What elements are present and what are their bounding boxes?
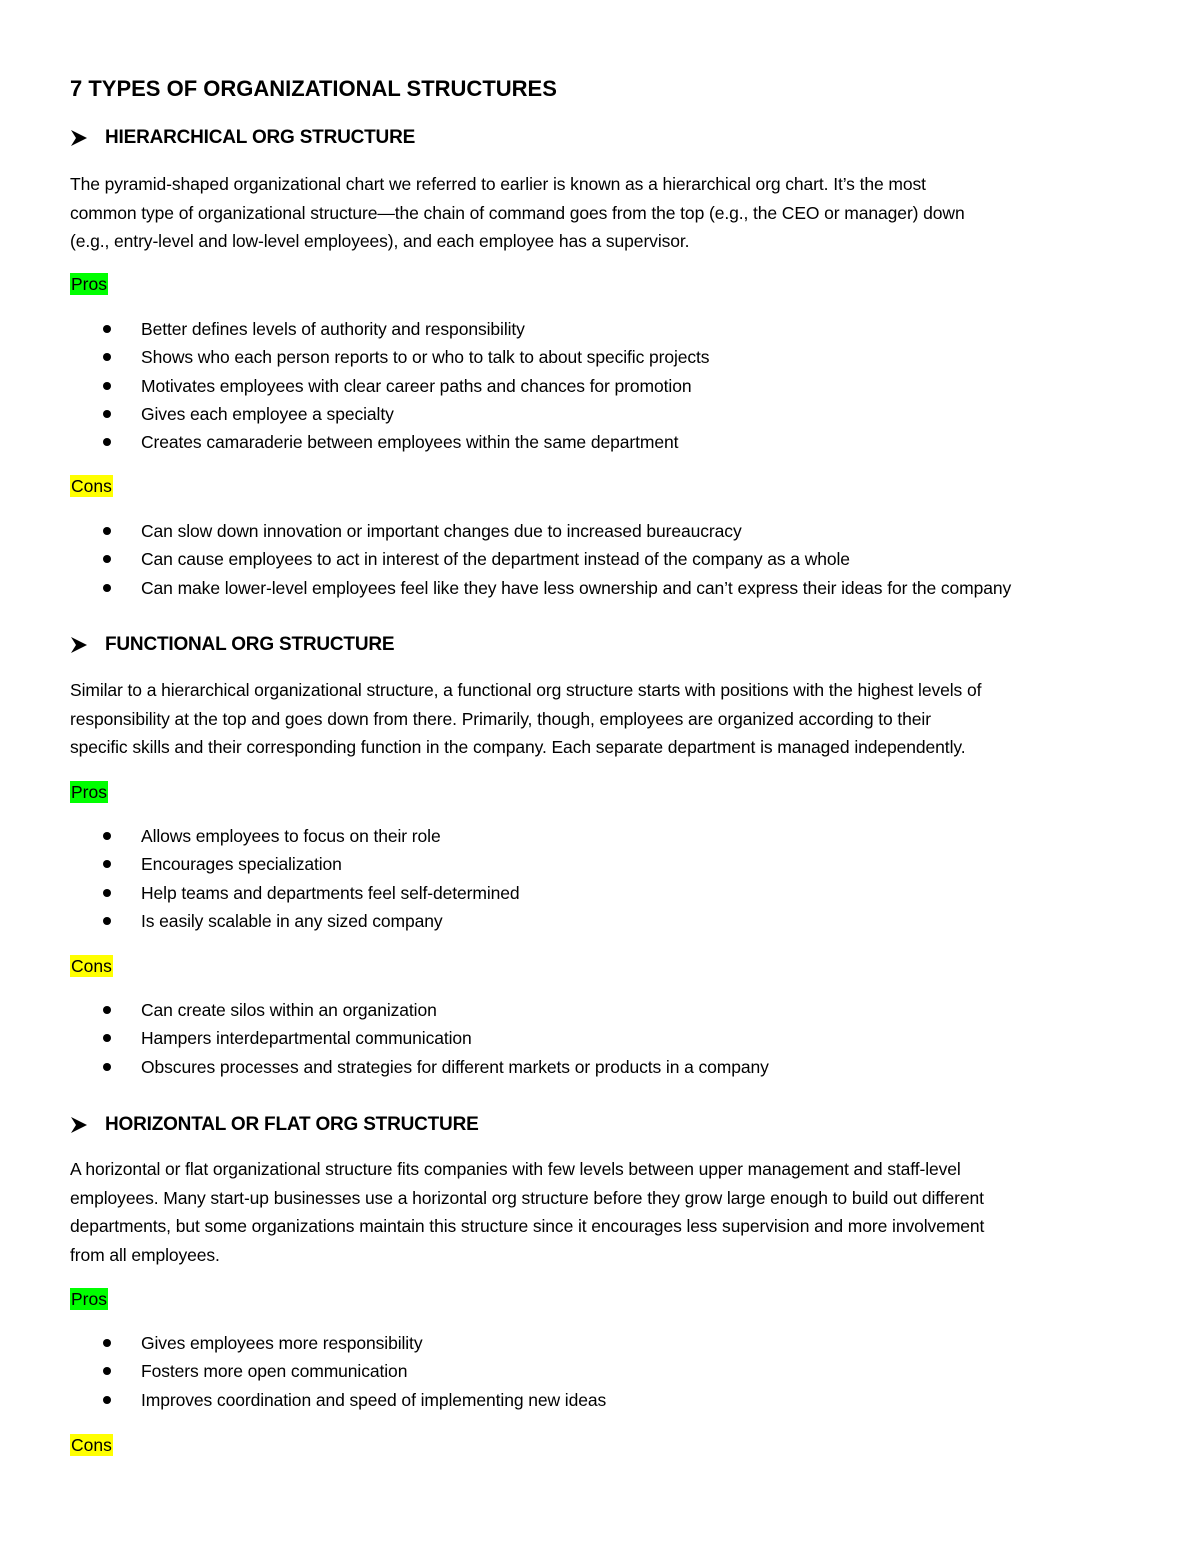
list-item-text: Fosters more open communication [141, 1361, 408, 1382]
cons-label: Cons [71, 1435, 112, 1455]
section-heading-text: HORIZONTAL OR FLAT ORG STRUCTURE [105, 1114, 479, 1135]
arrowhead-bullet-icon [70, 636, 88, 654]
section-heading-functional [70, 632, 394, 658]
round-bullet-icon [103, 1367, 111, 1375]
round-bullet-icon [103, 410, 111, 418]
paragraph-line: Similar to a hierarchical organizational structure, a functional org structure starts with positions with the highest levels of [70, 680, 982, 700]
cons-label: Cons [71, 956, 112, 976]
round-bullet-icon [103, 1396, 111, 1404]
list-item-text: Can slow down innovation or important changes due to increased bureaucracy [141, 521, 742, 541]
round-bullet-icon [103, 555, 111, 563]
paragraph-line: responsibility at the top and goes down from there. Primarily, though, employees are organized according to their [70, 708, 931, 729]
pros-label: Pros [71, 782, 107, 802]
list-item-text: Help teams and departments feel self-determined [141, 882, 520, 903]
list-item-text: Motivates employees with clear career paths and chances for promotion [141, 375, 692, 396]
list-item-text: Can cause employees to act in interest of the department instead of the company as a whole [141, 549, 850, 570]
round-bullet-icon [103, 1063, 111, 1071]
list-item-text: Improves coordination and speed of implementing new ideas [141, 1389, 607, 1410]
round-bullet-icon [103, 353, 111, 361]
list-item-text: Allows employees to focus on their role [141, 826, 441, 846]
paragraph-line: from all employees. [70, 1244, 220, 1265]
paragraph-line: The pyramid-shaped organizational chart we referred to earlier is known as a hierarchical org chart. It’s the most [70, 174, 926, 194]
round-bullet-icon [103, 382, 111, 390]
list-item-text: Can make lower-level employees feel like they have less ownership and can’t express their ideas for the company [141, 577, 1012, 598]
paragraph-line: common type of organizational structure—the chain of command goes from the top (e.g., the CEO or manager) down [70, 202, 965, 223]
paragraph-line: employees. Many start-up businesses use a horizontal org structure before they grow large enough to build out different [70, 1187, 984, 1208]
round-bullet-icon [103, 832, 111, 840]
round-bullet-icon [103, 889, 111, 897]
paragraph-line: (e.g., entry-level and low-level employees), and each employee has a supervisor. [70, 231, 690, 251]
round-bullet-icon [103, 1339, 111, 1347]
section-heading-hierarchical [70, 125, 415, 151]
pros-label: Pros [71, 1289, 107, 1309]
paragraph-line: A horizontal or flat organizational structure fits companies with few levels between upper management and staff-level [70, 1159, 961, 1179]
cons-label: Cons [71, 476, 112, 496]
list-item-text: Obscures processes and strategies for different markets or products in a company [141, 1056, 769, 1077]
section-heading-horizontal [70, 1112, 479, 1138]
round-bullet-icon [103, 917, 111, 925]
list-item-text: Better defines levels of authority and responsibility [141, 319, 525, 339]
section-paragraph-hierarchical [70, 170, 1130, 256]
round-bullet-icon [103, 527, 111, 535]
list-item-text: Gives employees more responsibility [141, 1333, 423, 1353]
pros-label: Pros [71, 274, 107, 294]
arrowhead-bullet-icon [70, 129, 88, 147]
paragraph-line: departments, but some organizations maintain this structure since it encourages less supervision and more involvement [70, 1216, 985, 1236]
paragraph-line: specific skills and their corresponding function in the company. Each separate department is managed independently. [70, 737, 966, 757]
list-item-text: Encourages specialization [141, 854, 342, 875]
round-bullet-icon [103, 584, 111, 592]
list-item-text: Shows who each person reports to or who to talk to about specific projects [141, 347, 710, 368]
section-heading-text: FUNCTIONAL ORG STRUCTURE [105, 634, 395, 655]
list-item-text: Creates camaraderie between employees within the same department [141, 432, 679, 453]
arrowhead-bullet-icon [70, 1116, 88, 1134]
round-bullet-icon [103, 438, 111, 446]
list-item-text: Can create silos within an organization [141, 1000, 437, 1020]
round-bullet-icon [103, 860, 111, 868]
list-item-text: Gives each employee a specialty [141, 403, 394, 424]
round-bullet-icon [103, 325, 111, 333]
round-bullet-icon [103, 1034, 111, 1042]
round-bullet-icon [103, 1006, 111, 1014]
section-heading-text: HIERARCHICAL ORG STRUCTURE [105, 127, 416, 148]
document-title: 7 TYPES OF ORGANIZATIONAL STRUCTURES [70, 76, 557, 101]
list-item-text: Is easily scalable in any sized company [141, 910, 443, 931]
list-item-text: Hampers interdepartmental communication [141, 1028, 472, 1049]
section-paragraph-horizontal [70, 1155, 1130, 1269]
section-paragraph-functional [70, 676, 1130, 762]
